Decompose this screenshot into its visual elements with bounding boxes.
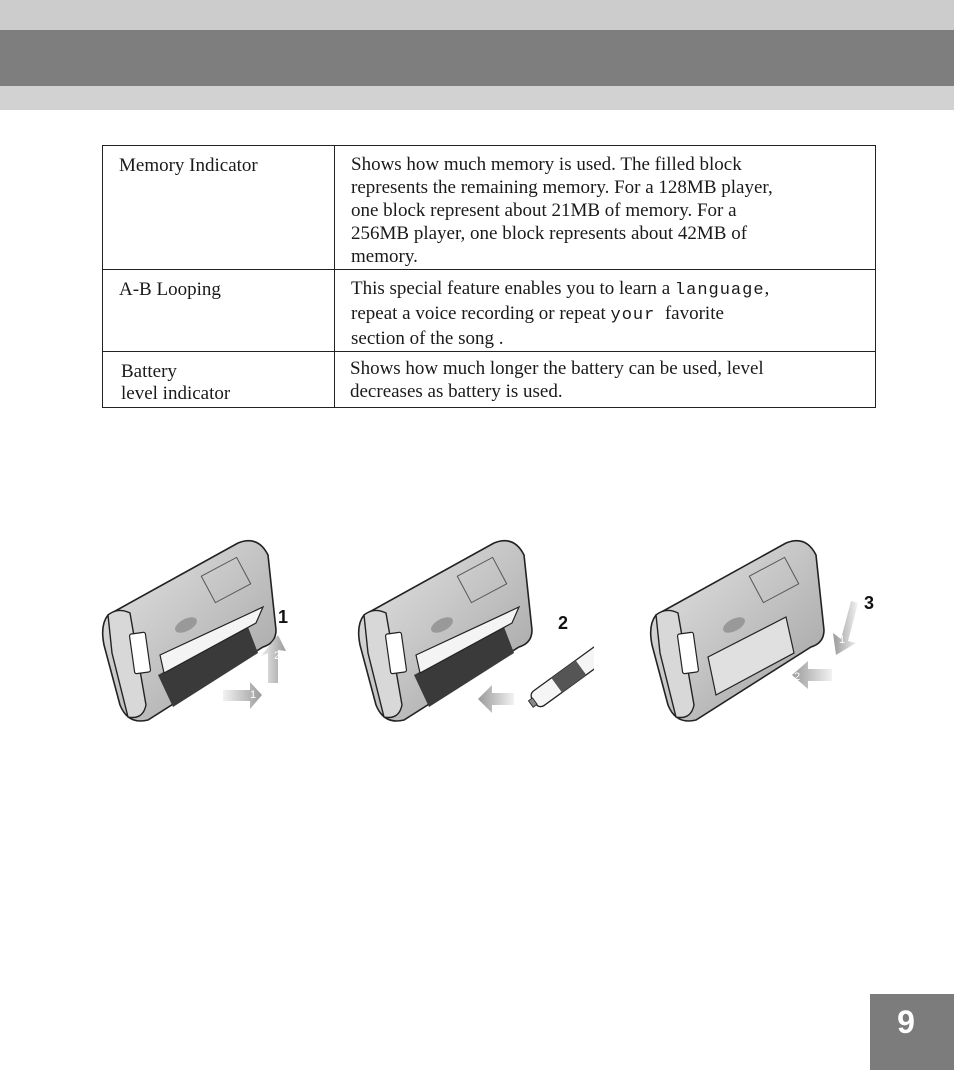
desc-line xyxy=(351,302,865,327)
desc-text: favorite xyxy=(655,303,724,324)
illustration-insert-battery xyxy=(354,535,594,725)
battery-icon xyxy=(525,644,594,711)
desc-line: decreases as battery is used. xyxy=(350,381,563,402)
desc-line: represents the remaining memory. For a 128MB player, xyxy=(351,177,773,198)
table-row xyxy=(103,146,876,270)
table-term-cell xyxy=(103,146,335,270)
desc-text: This special feature enables you to learn a xyxy=(351,278,675,299)
desc-line: one block represent about 21MB of memory. For a xyxy=(351,200,737,221)
desc-text-mono: language xyxy=(674,281,765,300)
desc-line: Shows how much longer the battery can be used, level xyxy=(350,358,764,379)
insert-arrow-icon xyxy=(478,685,514,713)
table-desc-cell xyxy=(335,146,876,270)
page-number-box xyxy=(870,994,954,1070)
desc-text: , xyxy=(764,278,770,299)
table-row xyxy=(103,270,876,352)
step-number: 3 xyxy=(864,593,875,613)
desc-text: repeat a voice recording or repeat xyxy=(351,303,611,324)
slide-arrow-icon xyxy=(223,682,262,709)
desc-line xyxy=(351,277,865,302)
header-band-bottom xyxy=(0,86,954,110)
term-ab-looping: A-B Looping xyxy=(119,279,221,300)
arrow-step-number: 1 xyxy=(250,689,257,701)
desc-text-mono: your xyxy=(610,306,656,325)
term-battery: Battery xyxy=(121,361,177,382)
term-memory-indicator: Memory Indicator xyxy=(119,155,258,176)
table-term-cell xyxy=(103,270,335,352)
header-band-top xyxy=(0,0,954,30)
desc-line: section of the song . xyxy=(351,328,504,349)
term-level-indicator: level indicator xyxy=(121,383,231,404)
press-arrow-icon xyxy=(833,601,858,655)
feature-table xyxy=(102,145,876,408)
header-band-main xyxy=(0,30,954,86)
desc-line: 256MB player, one block represents about 42MB of xyxy=(351,223,748,244)
illustration-open-cover xyxy=(98,535,298,725)
table-desc-cell xyxy=(335,352,876,408)
step-number: 1 xyxy=(278,607,289,627)
table-desc-cell xyxy=(335,270,876,352)
arrow-step-number: 2 xyxy=(794,671,801,683)
illustration-close-cover xyxy=(646,535,886,725)
step-number: 2 xyxy=(558,613,569,633)
arrow-step-number: 2 xyxy=(274,650,281,662)
arrow-step-number: 1 xyxy=(839,634,846,646)
desc-line: Shows how much memory is used. The filled block xyxy=(351,154,742,175)
table-term-cell xyxy=(103,352,335,408)
page-number: 9 xyxy=(897,1004,915,1040)
desc-line: memory. xyxy=(351,246,418,267)
table-row xyxy=(103,352,876,408)
